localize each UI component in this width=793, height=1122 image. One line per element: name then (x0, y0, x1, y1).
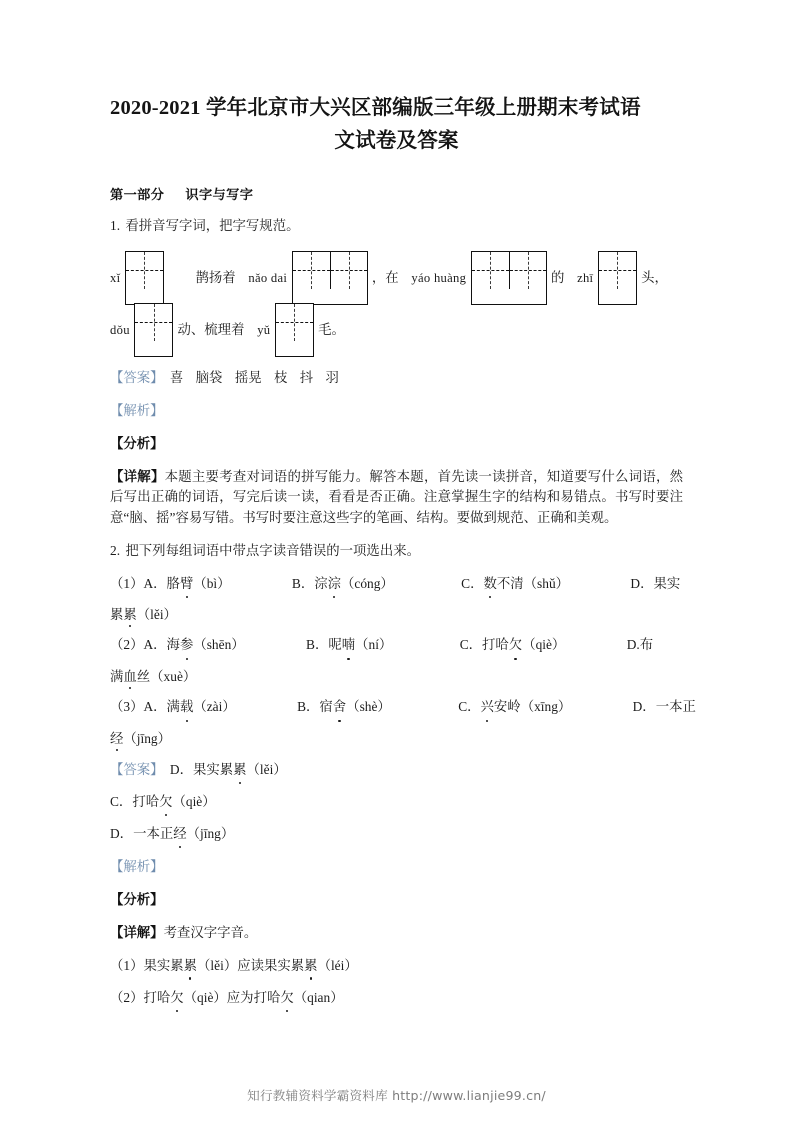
wrap-pinyin: （lěi） (136, 607, 177, 623)
dotted-char: 兴 (481, 697, 494, 718)
writing-grid-6[interactable] (275, 303, 314, 357)
question-2-group-1 (110, 574, 683, 595)
detail-index: （2） (110, 989, 144, 1005)
option-word-pre: 胳 (166, 575, 180, 591)
page-title-line-2: 文试卷及答案 (334, 130, 459, 153)
option-letter: B． (306, 637, 329, 653)
footer-watermark: 知行教辅资料学霸资料库 http://www.lianjie99.cn/ (247, 1088, 546, 1103)
option-pinyin: （xīng） (520, 699, 572, 715)
option-word-pre: 宿 (319, 699, 333, 715)
detail-pinyin-a: （qiè） (183, 989, 227, 1005)
page-title-line-1: 2020-2021 学年北京市大兴区部编版三年级上册期末考试语 (110, 97, 641, 119)
question-2-group-2-wrap (110, 666, 683, 685)
answer-item: 羽 (325, 369, 339, 385)
option-a[interactable] (110, 574, 231, 595)
option-word-pre: 淙 (314, 575, 328, 591)
question-1-pinyin-exercise (110, 251, 683, 355)
option-a[interactable] (110, 635, 245, 656)
option-letter: A． (143, 637, 167, 653)
answer-pinyin: （jīng） (186, 826, 235, 842)
option-pinyin: （zài） (193, 699, 236, 715)
pinyin-xi: xǐ (110, 270, 121, 285)
question-2-group-2 (110, 635, 683, 656)
option-a[interactable] (110, 697, 236, 718)
option-letter: C． (458, 699, 481, 715)
detail-pinyin-b: （qian） (293, 989, 344, 1005)
option-word-post: 安岭 (493, 699, 521, 715)
option-letter: D． (632, 699, 656, 715)
answer-word-pre: 一本正 (133, 826, 174, 842)
q1-text-3: 的 (550, 269, 565, 285)
answer-item: 抖 (299, 369, 314, 385)
answer-letter: D． (169, 761, 193, 777)
dotted-char: 累 (304, 956, 317, 976)
dotted-char: 数 (484, 574, 497, 595)
answer-label: 【答案】 (110, 761, 164, 777)
question-2-jiexi (110, 857, 683, 877)
option-c[interactable] (460, 635, 566, 656)
dotted-char: 累 (123, 604, 136, 623)
detail-mid-text: 应为打哈 (226, 989, 281, 1005)
question-2-text: 把下列每组词语中带点字读音错误的一项选出来。 (125, 543, 420, 559)
answer-letter: D． (110, 826, 134, 842)
detail-pinyin-b: （léi） (317, 957, 358, 973)
dotted-char: 血 (123, 666, 136, 685)
dotted-char: 经 (173, 824, 186, 844)
detail-pinyin-a: （lěi） (197, 957, 238, 973)
option-word-pre: 呢 (328, 637, 342, 653)
option-pinyin: （shǔ） (523, 575, 570, 591)
writing-grid-1[interactable] (125, 251, 164, 305)
answer-pinyin: （lěi） (246, 761, 287, 777)
q1-text-5: 动、梳理着 (177, 321, 245, 337)
question-1-xiangjie (110, 467, 683, 528)
dotted-char: 累 (184, 956, 197, 976)
dotted-char: 淙 (328, 574, 341, 595)
writing-grid-4[interactable] (598, 251, 637, 305)
q1-text-2: ，在 (371, 269, 399, 285)
answer-word-pre: 果实累 (192, 761, 234, 777)
q1-text-4: 头， (641, 269, 668, 285)
dotted-char: 欠 (159, 792, 172, 812)
option-c[interactable] (461, 574, 569, 595)
dotted-char: 欠 (280, 988, 293, 1008)
option-pinyin: （cóng） (341, 575, 394, 591)
fenxi-label: 【分析】 (110, 436, 164, 451)
answer-letter: C． (110, 794, 133, 810)
answer-pinyin: （qiè） (172, 794, 216, 810)
dotted-char: 臂 (180, 574, 193, 595)
question-2-fenxi (110, 890, 683, 910)
option-word-pre: 满 (166, 699, 180, 715)
wrap-pinyin: （xuè） (150, 669, 197, 685)
writing-grid-2[interactable] (292, 251, 368, 305)
question-2-xiangjie (110, 923, 683, 943)
wrap-word-post: 丝 (136, 669, 151, 685)
option-letter: B． (297, 699, 320, 715)
question-2-answer-line-3 (110, 824, 683, 844)
section-label: 第一部分 (110, 188, 165, 204)
pinyin-naodai: nǎo dai (248, 270, 288, 285)
writing-grid-3[interactable] (471, 251, 547, 305)
jiexi-label: 【解析】 (110, 402, 164, 418)
option-word-pre: 打哈 (482, 637, 509, 653)
fenxi-label: 【分析】 (110, 892, 164, 908)
wrap-pinyin: （jīng） (123, 730, 172, 746)
detail-word-pre: 果实累 (143, 957, 184, 973)
question-2-detail-2 (110, 988, 683, 1008)
option-word-pre: 一本正 (655, 699, 696, 715)
xiangjie-text: 本题主要考查对词语的拼写能力。解答本题，首先读一读拼音，知道要写什么词语，然后写出正确的词语，写完后读一读，看看是否正确。注意掌握生字的结构和易错点。书写时要注意“脑、摇”容易写错。书写时要注意这些字的笔画、结构。要做到规范、正确和美观。 (110, 469, 684, 525)
answer-item: 脑袋 (195, 369, 223, 385)
option-word-post: 不清 (496, 575, 524, 591)
answer-word-pre: 打哈 (132, 794, 160, 810)
question-1-jiexi (110, 401, 683, 421)
option-pinyin: （shēn） (193, 637, 245, 653)
question-2-answer (110, 760, 683, 780)
dotted-char: 舍 (333, 697, 346, 718)
wrap-word-pre: 累 (110, 607, 124, 623)
question-2-answer-line-2 (110, 792, 683, 812)
question-1-fenxi (110, 434, 683, 454)
question-2-group-1-wrap (110, 604, 683, 623)
option-letter: C． (459, 637, 483, 653)
dotted-char: 欠 (170, 988, 183, 1008)
option-d[interactable] (633, 697, 696, 718)
dotted-char: 累 (233, 760, 246, 780)
section-heading (110, 184, 683, 203)
dotted-char: 欠 (509, 635, 522, 656)
xiangjie-label: 【详解】 (110, 469, 165, 485)
option-letter: A． (143, 699, 167, 715)
pinyin-exercise-line-1 (110, 251, 683, 303)
question-2-group-3-wrap (110, 728, 683, 747)
xiangjie-label: 【详解】 (110, 925, 164, 941)
detail-index: （1） (110, 957, 144, 973)
detail-word-pre: 打哈 (143, 989, 171, 1005)
answer-item: 喜 (169, 369, 184, 385)
answer-label: 【答案】 (110, 369, 164, 385)
option-index: （2） (110, 637, 144, 653)
option-b[interactable] (297, 697, 391, 718)
question-1-stem (110, 216, 683, 236)
question-2-stem (110, 541, 683, 561)
pinyin-dou: dǒu (110, 322, 130, 337)
question-2-group-3 (110, 697, 696, 718)
pinyin-exercise-line-2 (110, 303, 683, 355)
wrap-word-pre: 满 (110, 669, 124, 685)
dotted-char: 经 (110, 728, 123, 747)
q1-text-1: 鹊扬着 (195, 269, 236, 285)
option-b[interactable] (306, 635, 392, 656)
pinyin-yaohuang: yáo huàng (411, 270, 467, 285)
answer-item: 枝 (273, 369, 288, 385)
xiangjie-text: 考查汉字字音。 (163, 925, 258, 941)
writing-grid-5[interactable] (134, 303, 173, 357)
pinyin-yu: yǔ (257, 322, 271, 337)
option-word-pre: 海 (166, 637, 180, 653)
option-word-pre: 果实 (653, 575, 681, 591)
option-b[interactable] (292, 574, 394, 595)
option-d[interactable] (627, 635, 653, 656)
option-letter: D. (626, 637, 640, 653)
jiexi-label: 【解析】 (110, 859, 164, 875)
dotted-char: 喃 (342, 635, 355, 656)
question-1-number: 1. (110, 218, 121, 234)
answer-item: 摇晃 (234, 369, 262, 385)
dotted-char: 参 (180, 635, 193, 656)
question-1-answer-items (170, 370, 348, 385)
page-title (110, 0, 683, 158)
option-letter: A． (143, 575, 167, 591)
question-2-detail-1 (110, 956, 683, 976)
option-pinyin: （shè） (346, 699, 391, 715)
option-index: （1） (110, 575, 144, 591)
option-letter: D． (630, 575, 654, 591)
option-pinyin: （ní） (355, 637, 393, 653)
pinyin-zhi: zhī (577, 270, 594, 285)
question-2-answer-line-1 (170, 762, 287, 777)
dotted-char: 载 (180, 697, 193, 718)
option-letter: B． (291, 575, 315, 591)
option-d[interactable] (630, 574, 680, 595)
option-index: （3） (110, 699, 144, 715)
option-c[interactable] (458, 697, 571, 718)
option-letter: C． (461, 575, 484, 591)
option-pinyin: （bì） (193, 575, 231, 591)
question-2-number: 2. (110, 543, 121, 559)
detail-mid-text: 应读果实累 (237, 957, 305, 973)
q1-text-6: 毛。 (318, 321, 345, 337)
question-1-text: 看拼音写字词，把字写规范。 (125, 218, 300, 234)
option-word-pre: 布 (639, 637, 654, 653)
option-pinyin: （qiè） (522, 637, 566, 653)
section-name: 识字与写字 (185, 188, 254, 204)
question-1-answer (110, 368, 683, 388)
